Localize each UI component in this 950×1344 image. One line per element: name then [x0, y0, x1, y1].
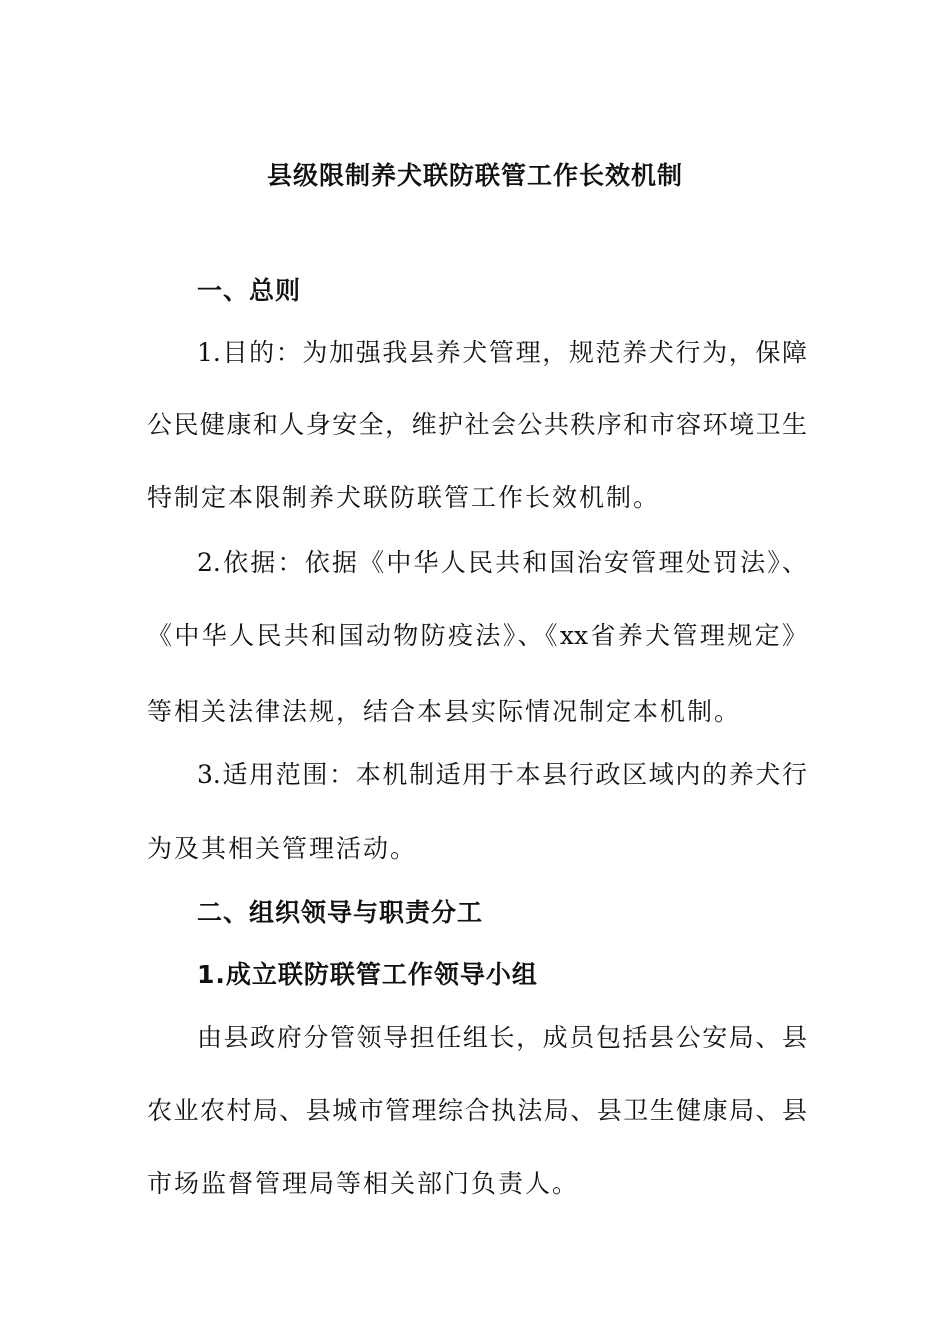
paragraph-scope-line-2: 为及其相关管理活动。 [147, 834, 418, 863]
document-title: 县级限制养犬联防联管工作长效机制 [266, 161, 683, 190]
paragraph-members-line-2: 农业农村局、县城市管理综合执法局、县卫生健康局、县 [147, 1096, 807, 1125]
section-heading-organization: 二、组织领导与职责分工 [197, 898, 484, 927]
paragraph-basis-line-3: 等相关法律法规，结合本县实际情况制定本机制。 [147, 697, 742, 726]
paragraph-basis-line-2: 《中华人民共和国动物防疫法》、《xx省养犬管理规定》 [147, 621, 807, 650]
paragraph-basis-line-1: 2.依据：依据《中华人民共和国治安管理处罚法》、 [197, 548, 807, 577]
paragraph-purpose-line-2: 公民健康和人身安全，维护社会公共秩序和市容环境卫生 [147, 410, 807, 439]
paragraph-purpose-line-1: 1.目的：为加强我县养犬管理，规范养犬行为，保障 [197, 338, 807, 367]
paragraph-members-line-3: 市场监督管理局等相关部门负责人。 [147, 1169, 580, 1198]
subsection-heading-leadership-group: 1.成立联防联管工作领导小组 [197, 960, 538, 989]
paragraph-scope-line-1: 3.适用范围：本机制适用于本县行政区域内的养犬行 [197, 760, 807, 789]
paragraph-purpose-line-3: 特制定本限制养犬联防联管工作长效机制。 [147, 483, 661, 512]
paragraph-members-line-1: 由县政府分管领导担任组长，成员包括县公安局、县 [197, 1023, 807, 1052]
section-heading-general: 一、总则 [197, 276, 302, 305]
